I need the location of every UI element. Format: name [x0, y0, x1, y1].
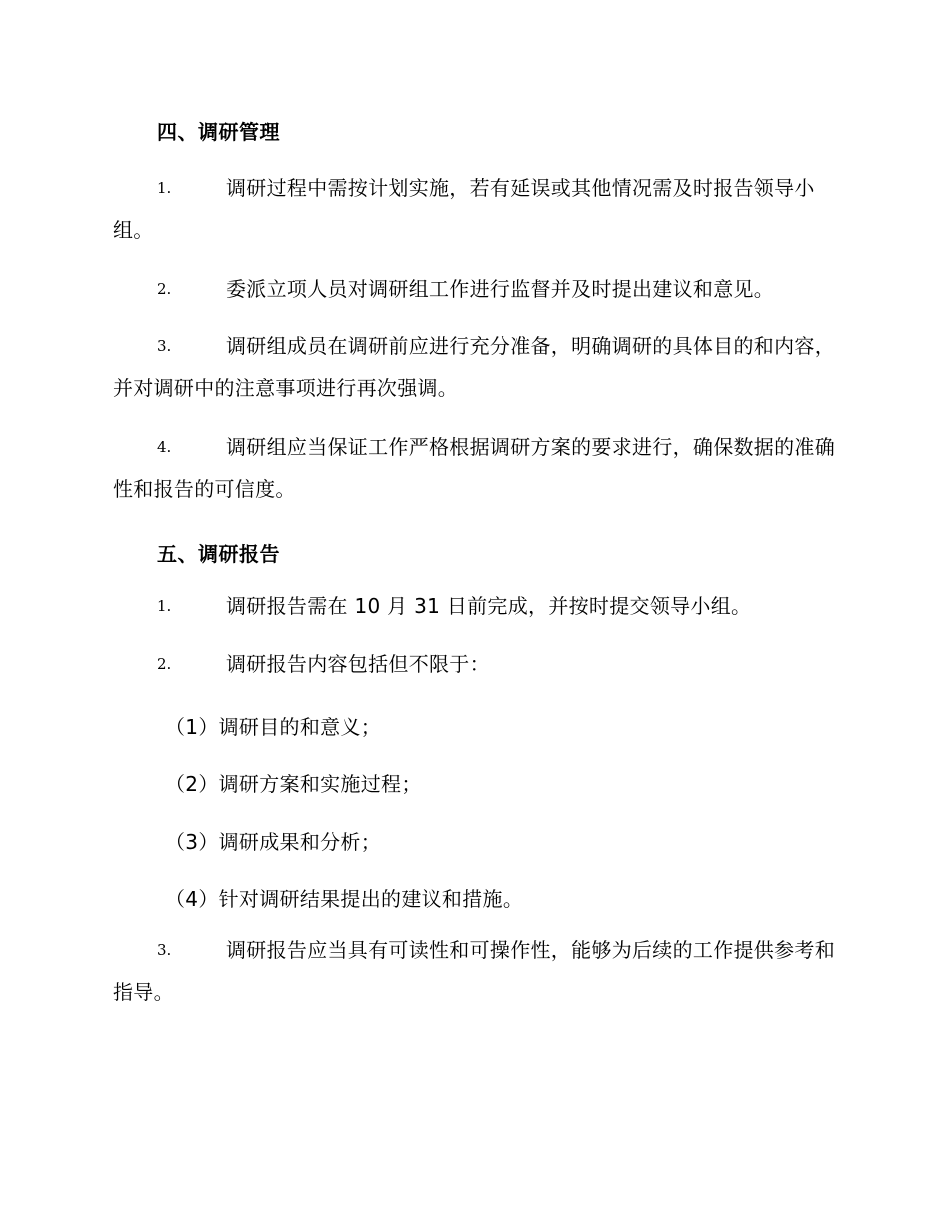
paragraph-management-4: 调研组应当保证工作严格根据调研方案的要求进行，确保数据的准确性和报告的可信度。 — [113, 435, 835, 501]
paragraph-management-3: 调研组成员在调研前应进行充分准备，明确调研的具体目的和内容，并对调研中的注意事项进行再次强调。 — [113, 334, 835, 400]
subitem-purpose: （1）调研目的和意义； — [165, 715, 382, 739]
paragraph-report-1: 调研报告需在 10 月 31 日前完成，并按时提交领导小组。 — [226, 594, 752, 618]
paragraph-report-2: 调研报告内容包括但不限于： — [226, 652, 490, 676]
list-number: 3. — [157, 941, 172, 959]
paragraph-report-3: 调研报告应当具有可读性和可操作性，能够为后续的工作提供参考和指导。 — [113, 938, 835, 1004]
list-number: 4. — [157, 438, 172, 456]
list-number: 2. — [157, 280, 172, 298]
list-number: 2. — [157, 655, 172, 673]
list-number: 1. — [157, 597, 172, 615]
paragraph-management-2: 委派立项人员对调研组工作进行监督并及时提出建议和意见。 — [226, 277, 775, 301]
section-heading-report: 五、调研报告 — [157, 542, 280, 566]
paragraph-management-1: 调研过程中需按计划实施，若有延误或其他情况需及时报告领导小组。 — [113, 176, 815, 242]
subitem-plan: （2）调研方案和实施过程； — [165, 772, 422, 796]
list-number: 1. — [157, 179, 172, 197]
subitem-results: （3）调研成果和分析； — [165, 830, 382, 854]
section-heading-management: 四、调研管理 — [157, 120, 280, 144]
subitem-suggestions: （4）针对调研结果提出的建议和措施。 — [165, 887, 524, 911]
list-number: 3. — [157, 337, 172, 355]
